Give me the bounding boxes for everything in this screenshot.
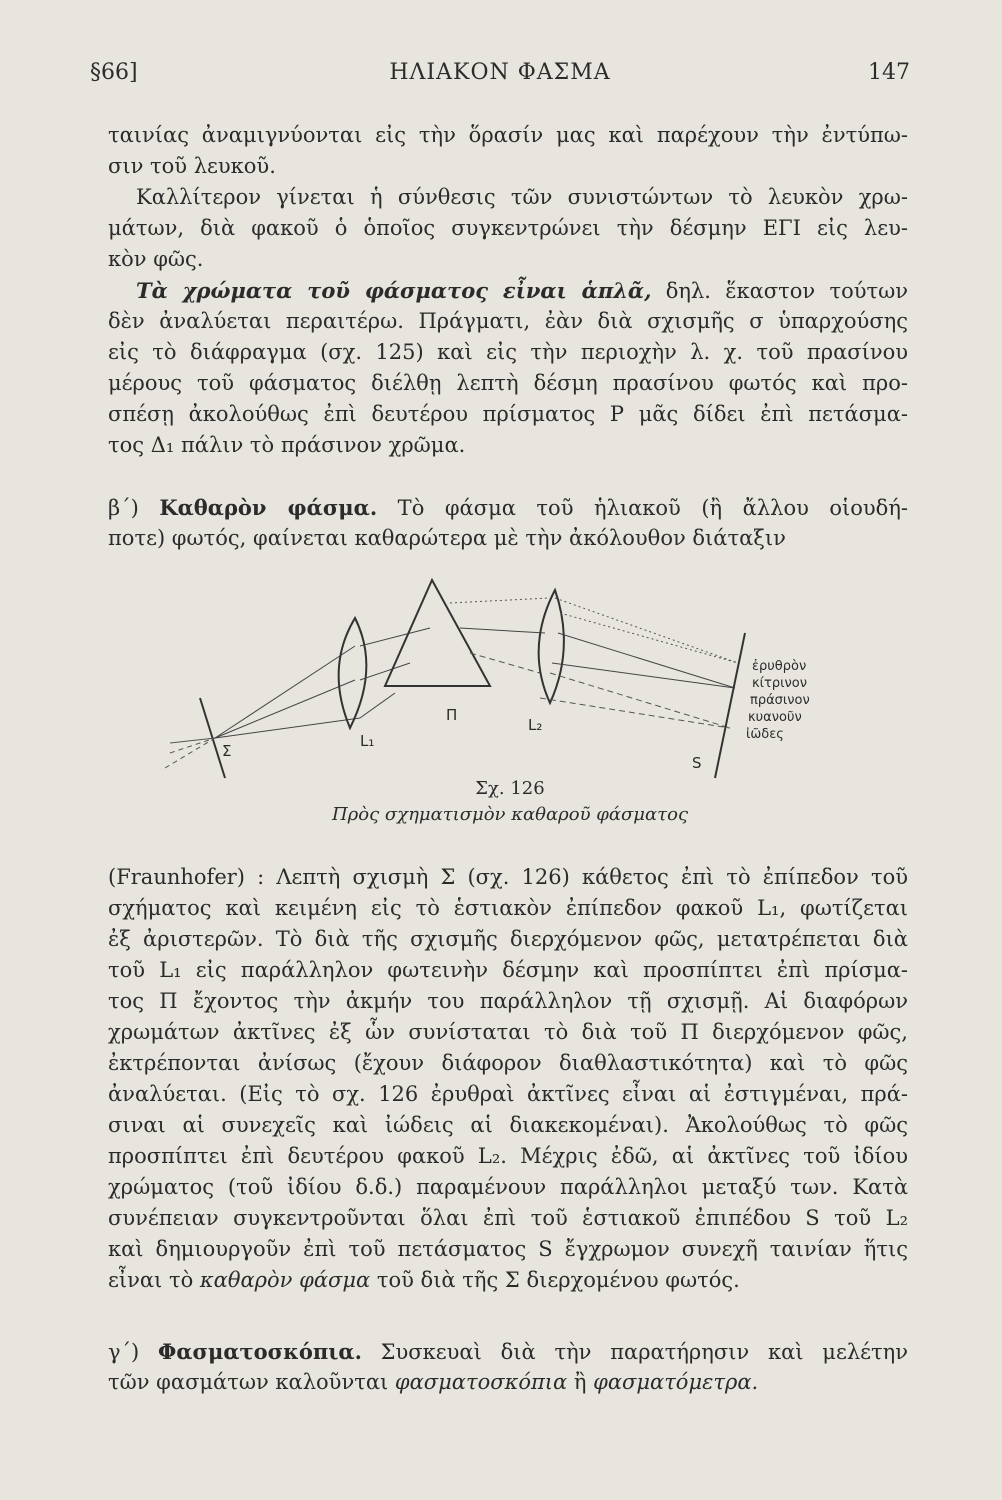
text-line: ἀναλύεται. (Εἰς τὸ σχ. 126 ἐρυθραὶ ἀκτῖνες εἶναι αἱ ἐστιγμέναι, πρά- [108, 1082, 908, 1106]
figure-126-diagram [160, 568, 880, 798]
text-line [108, 1367, 908, 1398]
text-line: κὸν φῶς. [108, 247, 204, 271]
text-line: συνέπειαν συγκεντροῦνται ὅλαι ἐπὶ τοῦ ἑστιακοῦ ἐπιπέδου S τοῦ L₂ [108, 1206, 908, 1230]
text-line: ταινίας ἀναμιγνύονται εἰς τὴν ὅρασίν μας καὶ παρέχουν τὴν ἐντύπω- [108, 123, 908, 147]
paragraph-pure-spectrum [108, 492, 908, 554]
focused-ray [560, 613, 738, 663]
section-number: §66] [90, 60, 138, 85]
text-line: τος Π ἔχοντος τὴν ἀκμήν του παράλληλον τῇ σχισμῇ. Αἱ διαφόρων [108, 989, 908, 1013]
color-label-green: πράσινον [750, 693, 810, 708]
dispersed-ray [450, 598, 550, 603]
paragraph-simple-colors [108, 275, 908, 461]
lens-l1 [339, 618, 367, 728]
text-line: ποτε) φωτός, φαίνεται καθαρώτερα μὲ τὴν ἀκόλουθον διάταξιν [108, 526, 786, 550]
color-label-violet: ἰῶδες [746, 727, 784, 742]
text-line: Καλλίτερον γίνεται ἡ σύνθεσις τῶν συνιστώντων τὸ λευκὸν χρω- [136, 185, 908, 209]
running-header [90, 60, 910, 90]
text-run: δηλ. ἕκαστον τούτων [651, 279, 908, 303]
text-line: τοῦ L₁ εἰς παράλληλον φωτεινὴν δέσμην καὶ προσπίπτει ἐπὶ πρίσμα- [108, 958, 908, 982]
ray-to-lens1 [215, 680, 355, 738]
text-line: χρώματος (τοῦ ἰδίου δ.δ.) παραμένουν παράλληλοι μεταξύ των. Κατὰ [108, 1175, 908, 1199]
focused-ray [552, 663, 735, 688]
text-line: τος Δ₁ πάλιν τὸ πράσινον χρῶμα. [108, 433, 466, 457]
focused-ray [540, 698, 730, 728]
figure-number: Σχ. 126 [475, 778, 545, 799]
section-heading: Φασματοσκόπια. [158, 1339, 362, 1364]
emphasized-term: καθαρὸν φάσμα [199, 1268, 371, 1292]
lens1-label: L₁ [360, 732, 375, 750]
text-line: (Fraunhofer) : Λεπτὴ σχισμὴ Σ (σχ. 126) κάθετος ἐπὶ τὸ ἐπίπεδον τοῦ [108, 865, 908, 889]
section-heading: Τὰ χρώματα τοῦ φάσματος εἶναι ἁπλᾶ, [136, 278, 652, 303]
text-run: Τὸ φάσμα τοῦ ἡλιακοῦ (ἢ ἄλλου οἱουδή- [377, 496, 908, 520]
text-line: προσπίπτει ἐπὶ δευτέρου φακοῦ L₂. Μέχρις ἐδῶ, αἱ ἀκτῖνες τοῦ ἰδίου [108, 1144, 908, 1168]
color-label-blue: κυανοῦν [748, 710, 802, 725]
lens-l2 [539, 590, 564, 703]
text-line: μέρους τοῦ φάσματος διέλθῃ λεπτὴ δέσμη πρασίνου φωτός καὶ προ- [108, 371, 908, 395]
screen-label: S [692, 754, 702, 772]
screen-s [715, 633, 745, 778]
text-line [108, 492, 908, 523]
item-label: γ΄) [108, 1340, 140, 1364]
figure-caption: Πρὸς σχηματισμὸν καθαροῦ φάσματος [331, 804, 689, 825]
slit-label: Σ [222, 742, 232, 760]
text-line: σπέσῃ ἀκολούθως ἐπὶ δευτέρου πρίσματος Ρ μᾶς δίδει ἐπὶ πετάσμα- [108, 402, 908, 426]
emphasized-term: φασματοσκόπια [394, 1370, 568, 1394]
text-run: εἶναι τὸ [108, 1268, 200, 1292]
paragraph-intro [108, 120, 908, 275]
text-line [108, 275, 908, 306]
paragraph-spectroscopes [108, 1336, 908, 1398]
text-run: τῶν φασμάτων καλοῦνται [108, 1370, 395, 1394]
text-line: δὲν ἀναλύεται περαιτέρω. Πράγματι, ἐὰν διὰ σχισμῆς σ ὑπαρχούσης [108, 309, 908, 333]
text-run: τοῦ διὰ τῆς Σ διερχομένου φωτός. [370, 1268, 740, 1292]
parallel-ray [360, 693, 395, 718]
text-line: μάτων, διὰ φακοῦ ὁ ὁποῖος συγκεντρώνει τὴν δέσμην ΕΓΙ εἰς λευ- [108, 216, 908, 240]
focused-ray [555, 598, 738, 663]
prism [385, 580, 490, 686]
text-line: καὶ δημιουργοῦν ἐπὶ τοῦ πετάσματος S ἔγχρωμον συνεχῆ ταινίαν ἥτις [108, 1237, 908, 1261]
prism-label: Π [446, 706, 458, 724]
item-label: β΄) [108, 496, 139, 520]
text-line: ἐκτρέπονται ἀνίσως (ἔχουν διάφορον διαθλαστικότητα) καὶ τὸ φῶς [108, 1051, 908, 1075]
text-run: Συσκευαὶ διὰ τὴν παρατήρησιν καὶ μελέτην [361, 1340, 908, 1364]
ray-to-lens1 [215, 718, 360, 738]
parallel-ray [360, 663, 410, 680]
focused-ray [550, 673, 730, 728]
page-title: ΗΛΙΑΚΟΝ ΦΑΣΜΑ [389, 60, 611, 85]
color-label-red: ἐρυθρὸν [752, 659, 807, 674]
paragraph-fraunhofer [108, 862, 908, 1296]
text-line: σχήματος καὶ κειμένη εἰς τὸ ἑστιακὸν ἐπίπεδον φακοῦ L₁, φωτίζεται [108, 896, 908, 920]
focused-ray [558, 633, 735, 688]
text-line [108, 1265, 908, 1296]
text-line: σιναι αἱ συνεχεῖς καὶ ἰώδεις αἱ διακεκομέναι). Ἀκολούθως τὸ φῶς [108, 1113, 908, 1137]
text-line: εἰς τὸ διάφραγμα (σχ. 125) καὶ εἰς τὴν περιοχὴν λ. χ. τοῦ πρασίνου [108, 340, 908, 364]
text-line: ἐξ ἀριστερῶν. Τὸ διὰ τῆς σχισμῆς διερχόμενον φῶς, μετατρέπεται διὰ [108, 927, 908, 951]
page-number: 147 [868, 60, 910, 85]
dispersed-ray [460, 628, 545, 633]
section-heading: Καθαρὸν φάσμα. [159, 495, 378, 520]
color-label-yellow: κίτρινον [752, 676, 808, 691]
parallel-ray [360, 628, 430, 646]
emphasized-term: φασματόμετρα. [593, 1370, 759, 1394]
lens2-label: L₂ [528, 716, 543, 734]
text-line [108, 1336, 908, 1367]
text-line: χρωμάτων ἀκτῖνες ἐξ ὧν συνίσταται τὸ διὰ τοῦ Π διερχόμενον φῶς, [108, 1020, 908, 1044]
ray-to-lens1 [215, 646, 355, 738]
text-line: σιν τοῦ λευκοῦ. [108, 154, 276, 178]
text-run: ἢ [567, 1370, 594, 1394]
